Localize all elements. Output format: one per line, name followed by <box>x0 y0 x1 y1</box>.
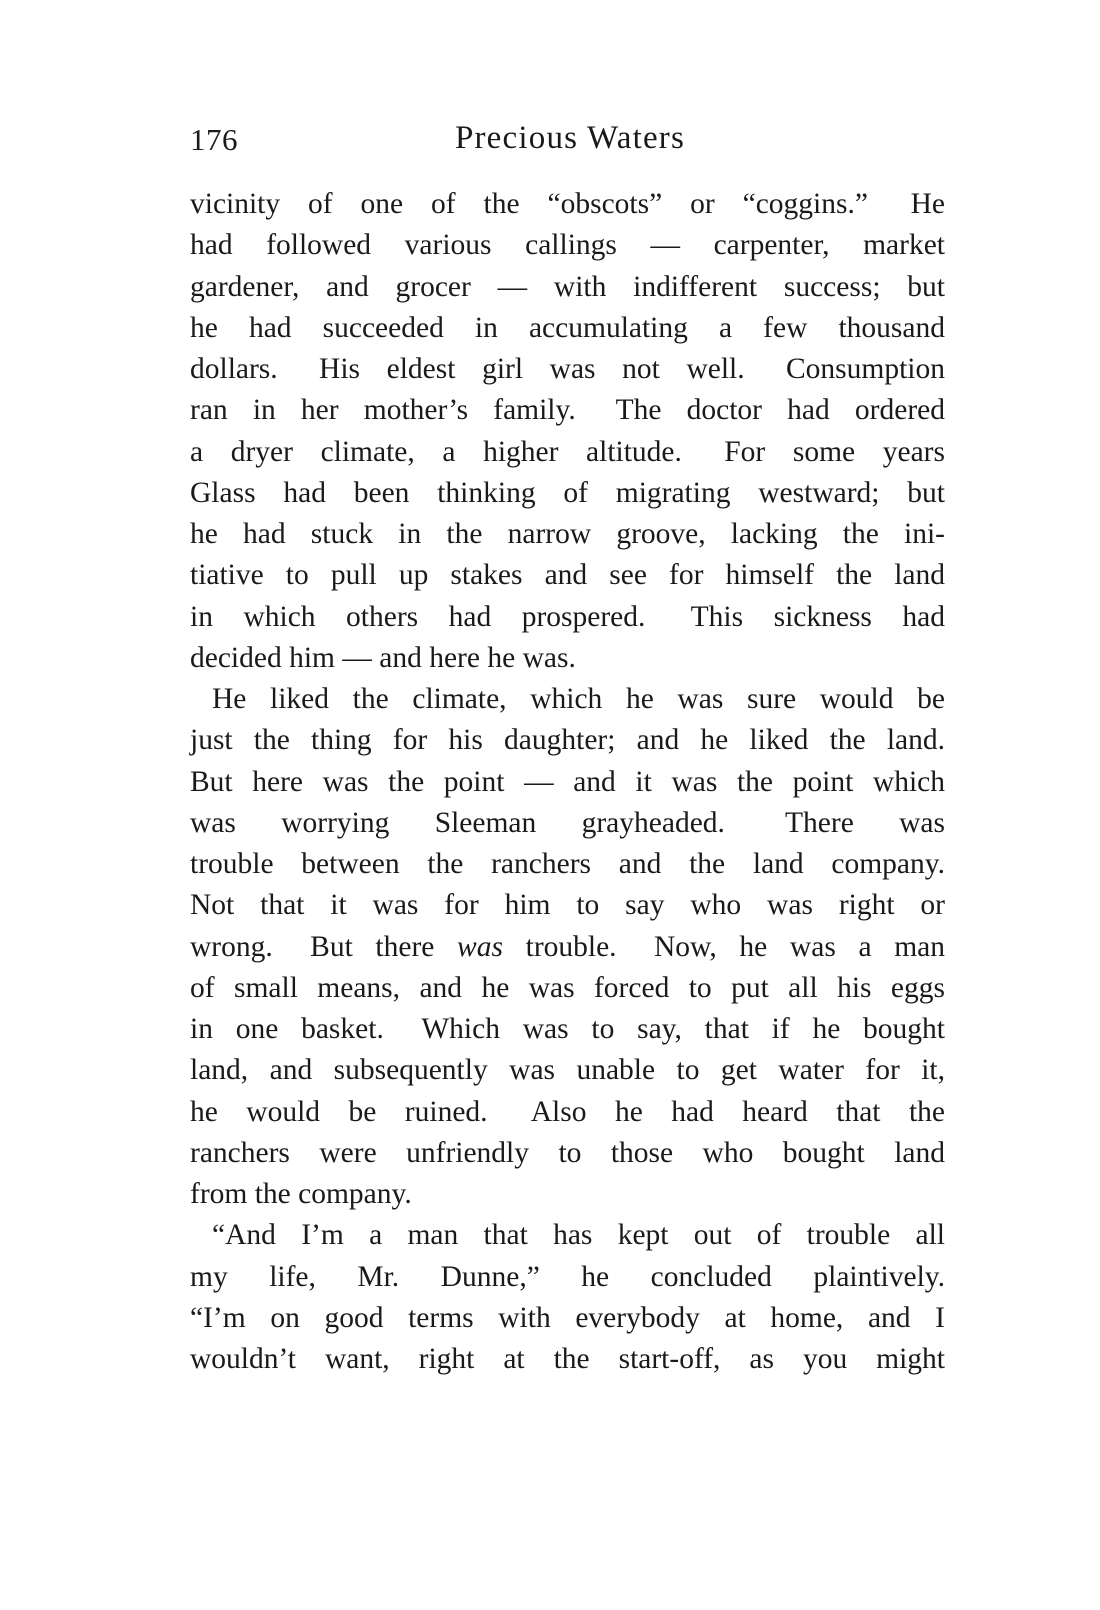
text-span: in one basket. Which was to say, that if he bought <box>190 1013 945 1045</box>
text-line <box>190 968 945 1009</box>
text-span: vicinity of one of the “obscots” or “coggins.” He <box>190 188 945 220</box>
text-line <box>190 927 945 968</box>
text-line <box>190 184 945 225</box>
text-line <box>190 1009 945 1050</box>
text-span: decided him — and here he was. <box>190 641 576 674</box>
text-line <box>190 267 945 308</box>
text-line <box>190 390 945 431</box>
text-line <box>190 720 945 761</box>
text-line <box>190 762 945 803</box>
text-span: land, and subsequently was unable to get water for it, <box>190 1054 945 1087</box>
page-number: 176 <box>190 122 238 157</box>
text-line <box>190 1133 945 1174</box>
text-line <box>190 885 945 926</box>
text-span: trouble between the ranchers and the land company. <box>190 848 945 880</box>
text-line <box>190 1257 945 1298</box>
text-line <box>190 1092 945 1133</box>
text-span: was worrying Sleeman grayheaded. There was <box>190 806 945 839</box>
text-span: tiative to pull up stakes and see for himself the land <box>190 559 945 592</box>
text-span: of small means, and he was forced to put all his eggs <box>190 971 945 1004</box>
text-span: He liked the climate, which he was sure would be <box>212 683 945 715</box>
text-span: dollars. His eldest girl was not well. Consumption <box>190 353 945 385</box>
body-text <box>190 184 945 1380</box>
text-line <box>190 349 945 390</box>
italic-text: was <box>457 930 503 963</box>
text-line <box>190 432 945 473</box>
text-span: in which others had prospered. This sickness had <box>190 600 945 633</box>
text-line <box>190 638 945 679</box>
text-span: just the thing for his daughter; and he liked the land. <box>190 724 945 757</box>
text-span: ran in her mother’s family. The doctor had ordered <box>190 394 945 427</box>
text-span: a dryer climate, a higher altitude. For some years <box>190 435 945 468</box>
running-title: Precious Waters <box>454 120 686 156</box>
text-span: wouldn’t want, right at the start-off, as you might <box>190 1343 945 1375</box>
text-span: he had succeeded in accumulating a few thousand <box>190 311 945 344</box>
text-span: trouble. Now, he was a man <box>502 930 945 963</box>
text-line <box>190 225 945 266</box>
text-span: ranchers were unfriendly to those who bought land <box>190 1136 945 1169</box>
text-line <box>190 1339 945 1380</box>
text-span: had followed various callings — carpenter, market <box>190 229 945 262</box>
text-line <box>190 679 945 720</box>
text-span: he had stuck in the narrow groove, lacking the ini- <box>190 518 945 550</box>
text-span: But here was the point — and it was the point which <box>190 765 945 798</box>
text-span: he would be ruined. Also he had heard that the <box>190 1095 945 1128</box>
text-line <box>190 1298 945 1339</box>
text-span: “I’m on good terms with everybody at home, and I <box>190 1301 945 1334</box>
text-span: my life, Mr. Dunne,” he concluded plaintively. <box>190 1260 945 1293</box>
text-span: wrong. But there <box>190 930 458 963</box>
text-span: Not that it was for him to say who was right or <box>190 889 945 922</box>
text-line <box>190 1215 945 1256</box>
text-line <box>190 1050 945 1091</box>
text-line <box>190 514 945 555</box>
text-line <box>190 473 945 514</box>
text-span: gardener, and grocer — with indifferent success; but <box>190 270 945 303</box>
text-span: Glass had been thinking of migrating westward; but <box>190 476 945 509</box>
text-span: from the company. <box>190 1178 412 1210</box>
text-line <box>190 597 945 638</box>
text-span: “And I’m a man that has kept out of trouble all <box>212 1219 945 1252</box>
text-line <box>190 555 945 596</box>
text-line <box>190 308 945 349</box>
text-line <box>190 803 945 844</box>
text-line <box>190 1174 945 1215</box>
text-line <box>190 844 945 885</box>
